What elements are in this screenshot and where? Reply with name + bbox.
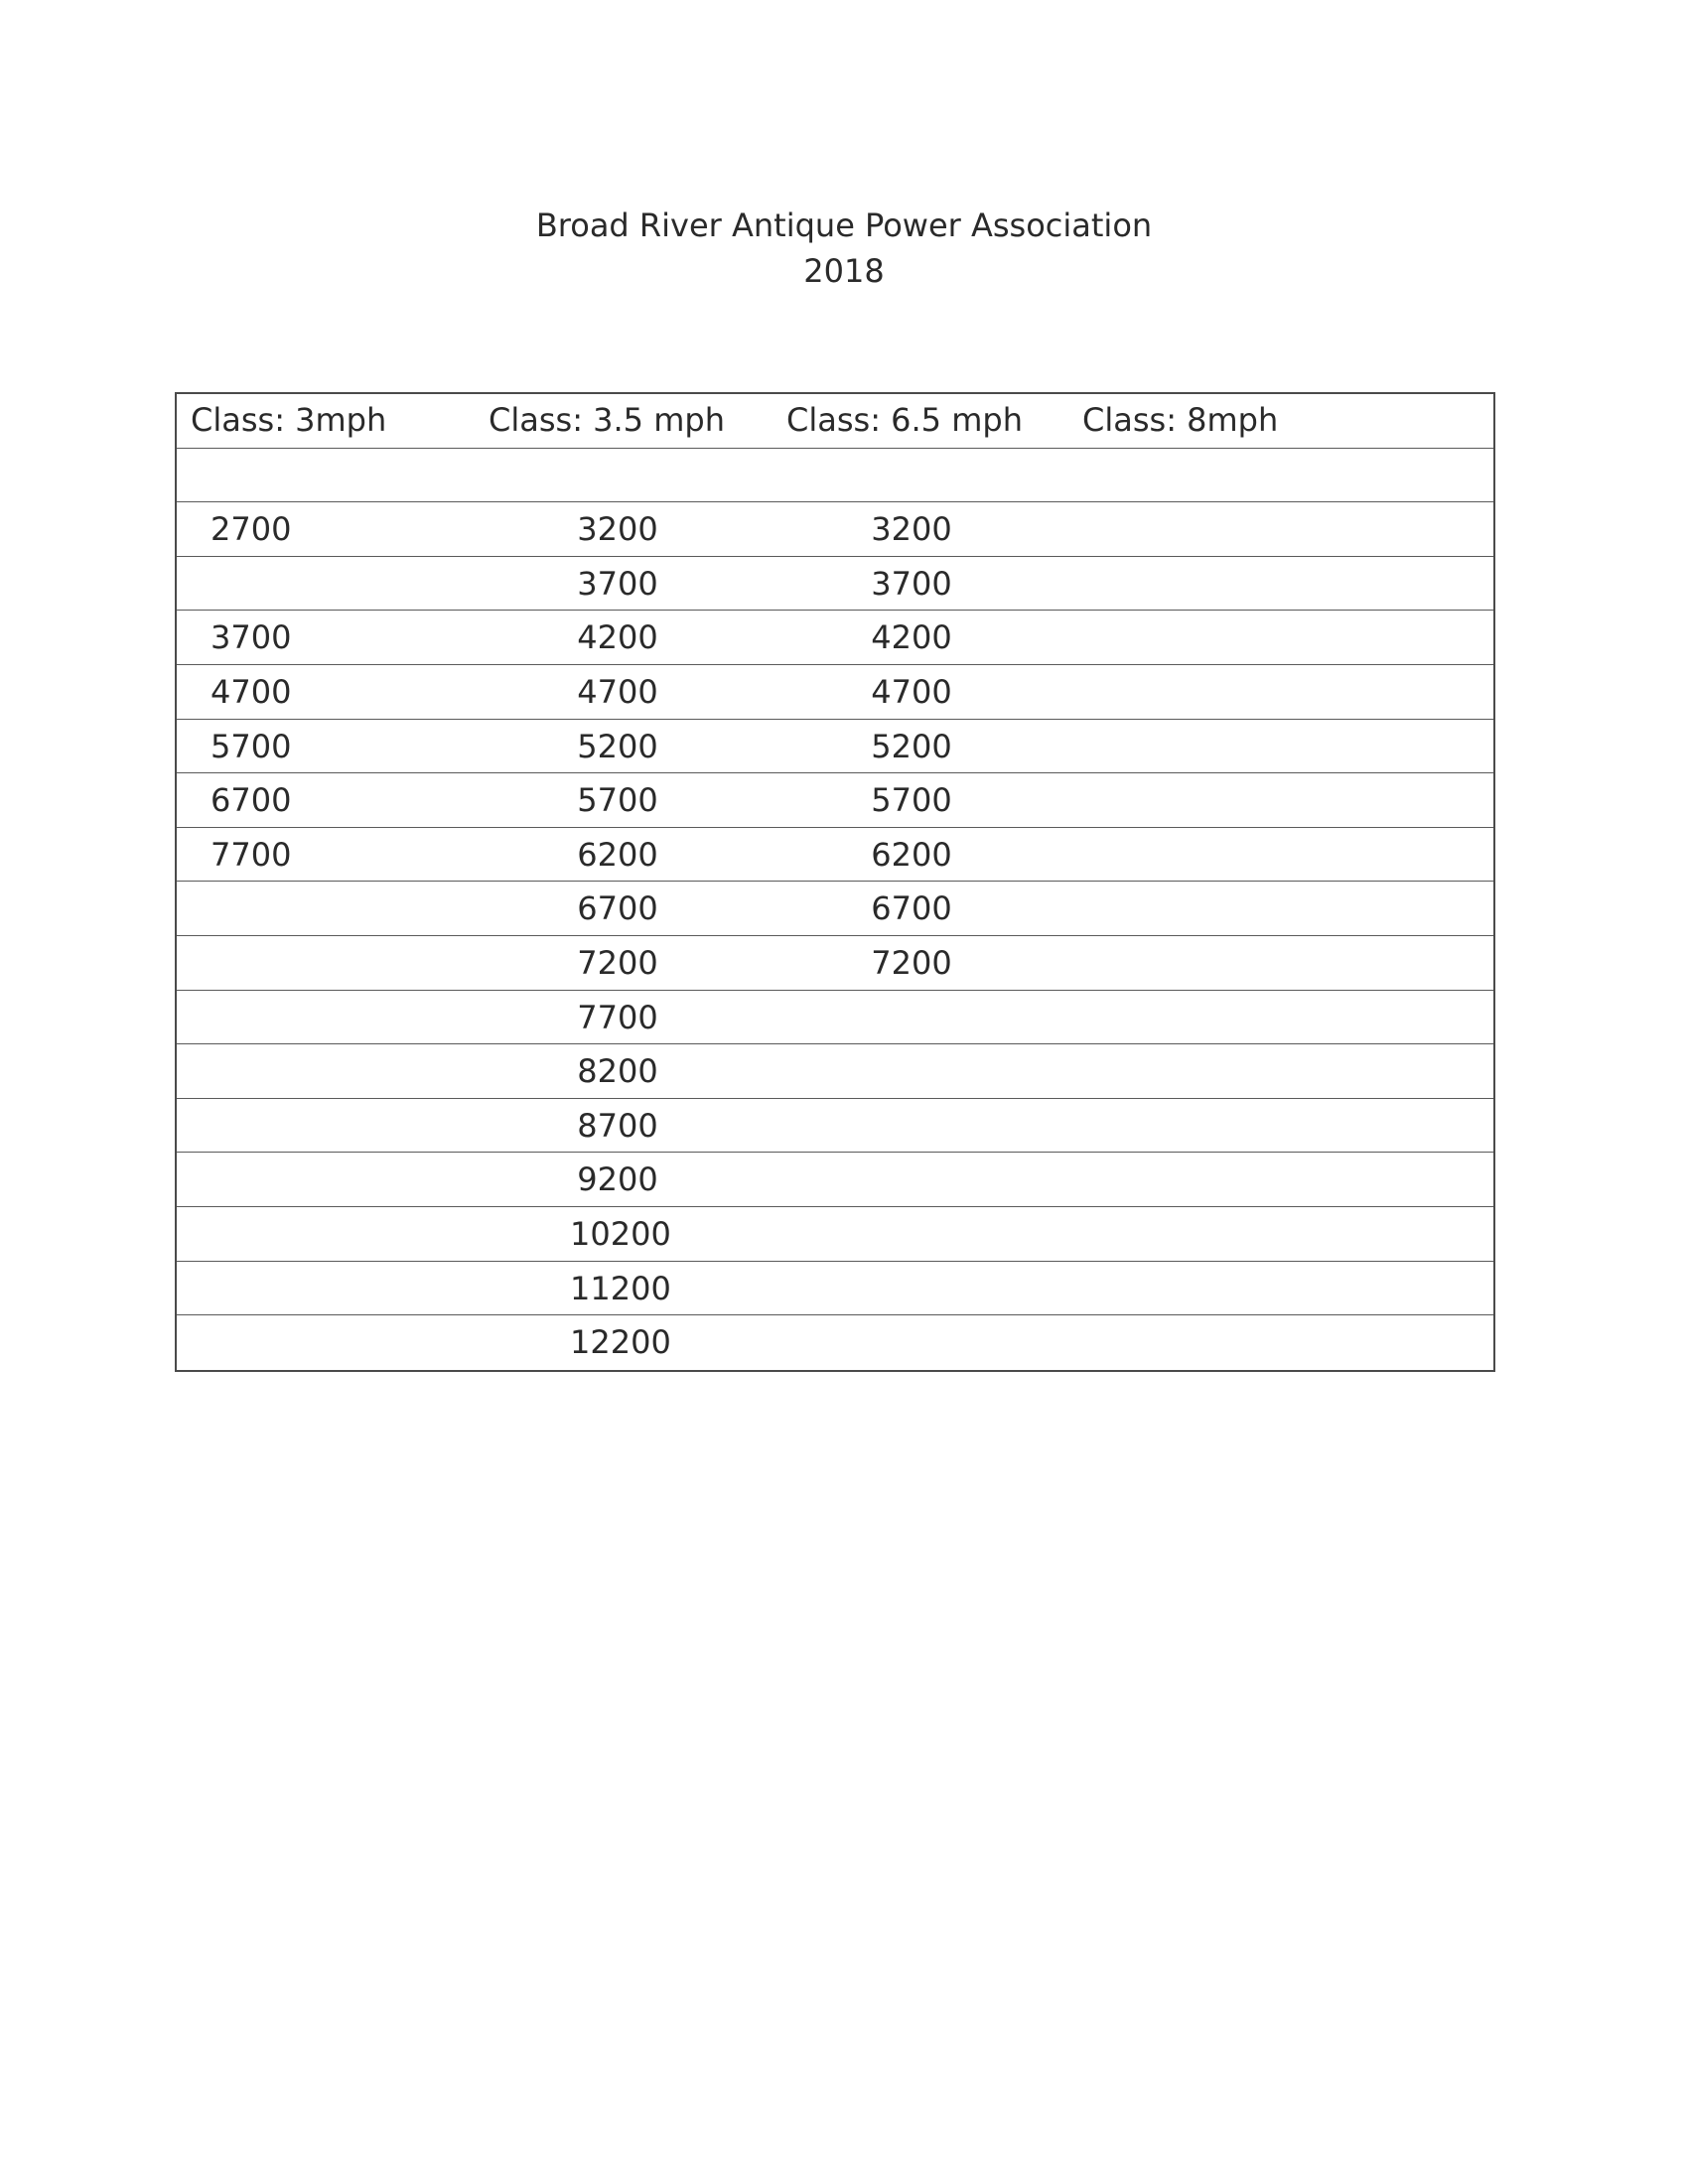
header-class-3mph: Class: 3mph [191, 401, 387, 439]
document-title: Broad River Antique Power Association [535, 206, 1153, 244]
cell-class-3-5mph: 7200 [577, 943, 658, 982]
cell-class-3-5mph: 5200 [577, 727, 658, 765]
cell-class-3-5mph: 4200 [577, 618, 658, 657]
table-row [177, 773, 1493, 828]
table-row [177, 1315, 1493, 1370]
cell-class-3mph [211, 1207, 330, 1261]
table-row [177, 1262, 1493, 1316]
cell-class-3-5mph: 8200 [577, 1052, 658, 1091]
table-row [177, 557, 1493, 612]
cell-class-3mph: 4700 [211, 672, 292, 711]
table-row [177, 1099, 1493, 1154]
cell-class-3mph [211, 449, 330, 502]
cell-class-6-5mph: 4200 [871, 618, 952, 657]
class-weight-table [175, 392, 1495, 1372]
cell-class-3-5mph: 6200 [577, 835, 658, 874]
table-row [177, 665, 1493, 720]
cell-class-3mph [211, 1099, 330, 1153]
cell-class-3mph [211, 936, 330, 990]
cell-class-3-5mph: 10200 [570, 1214, 671, 1253]
table-row [177, 882, 1493, 936]
cell-class-3-5mph: 8700 [577, 1106, 658, 1145]
cell-class-3-5mph: 3200 [577, 510, 658, 549]
cell-class-6-5mph [864, 1207, 959, 1261]
cell-class-3mph: 5700 [211, 727, 292, 765]
cell-class-3mph [211, 557, 330, 611]
document-year: 2018 [803, 252, 885, 290]
cell-class-3-5mph: 9200 [577, 1160, 658, 1199]
cell-class-6-5mph: 6200 [871, 835, 952, 874]
cell-class-3mph: 7700 [211, 835, 292, 874]
cell-class-3-5mph [570, 449, 665, 502]
table-body [177, 449, 1493, 1370]
table-row [177, 1207, 1493, 1262]
cell-class-6-5mph [864, 1044, 959, 1098]
table-row [177, 1153, 1493, 1207]
cell-class-6-5mph: 7200 [871, 943, 952, 982]
table-row [177, 936, 1493, 991]
table-row [177, 720, 1493, 774]
cell-class-6-5mph [864, 1315, 959, 1370]
table-row [177, 611, 1493, 665]
cell-class-3mph: 2700 [211, 510, 292, 549]
cell-class-3-5mph: 12200 [570, 1323, 671, 1362]
cell-class-6-5mph: 3700 [871, 564, 952, 603]
cell-class-3-5mph: 6700 [577, 889, 658, 928]
table-row [177, 449, 1493, 503]
table-row [177, 828, 1493, 883]
cell-class-6-5mph: 3200 [871, 510, 952, 549]
table-row [177, 991, 1493, 1045]
cell-class-3mph [211, 1262, 330, 1315]
cell-class-6-5mph: 5700 [871, 781, 952, 820]
cell-class-3-5mph: 7700 [577, 998, 658, 1036]
header-class-8mph: Class: 8mph [1082, 401, 1279, 439]
cell-class-3mph: 3700 [211, 618, 292, 657]
cell-class-6-5mph [864, 991, 959, 1044]
cell-class-6-5mph: 4700 [871, 672, 952, 711]
header-class-6-5mph: Class: 6.5 mph [786, 401, 1023, 439]
cell-class-3mph: 6700 [211, 781, 292, 820]
table-row [177, 1044, 1493, 1099]
cell-class-3mph [211, 1153, 330, 1206]
header-class-3-5mph: Class: 3.5 mph [489, 401, 725, 439]
cell-class-3-5mph: 11200 [570, 1269, 671, 1307]
cell-class-3mph [211, 882, 330, 935]
cell-class-3-5mph: 5700 [577, 781, 658, 820]
cell-class-3-5mph: 4700 [577, 672, 658, 711]
cell-class-6-5mph: 6700 [871, 889, 952, 928]
cell-class-6-5mph: 5200 [871, 727, 952, 765]
table-header-row [177, 394, 1493, 449]
table-row [177, 502, 1493, 557]
cell-class-6-5mph [864, 1099, 959, 1153]
cell-class-6-5mph [864, 1262, 959, 1315]
cell-class-3mph [211, 1044, 330, 1098]
cell-class-3mph [211, 991, 330, 1044]
cell-class-3-5mph: 3700 [577, 564, 658, 603]
cell-class-3mph [211, 1315, 330, 1370]
cell-class-6-5mph [864, 449, 959, 502]
cell-class-6-5mph [864, 1153, 959, 1206]
